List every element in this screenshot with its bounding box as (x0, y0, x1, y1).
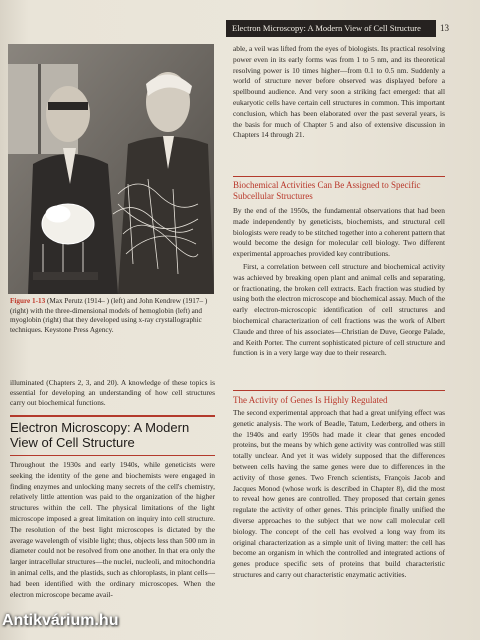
figure-caption (10, 297, 215, 335)
intro-paragraph: illuminated (Chapters 2, 3, and 20). A knowledge of these topics is essential for developing an understanding of how cell structures carry out biochemical functions. (10, 378, 215, 407)
subhead-biochemical: Biochemical Activities Can Be Assigned to Specific Subcellular Structures (233, 180, 421, 201)
subhead-rule-2 (233, 390, 445, 391)
figure-label: Figure 1-13 (10, 297, 46, 305)
figure-caption-text: (Max Perutz (1914– ) (left) and John Kendrew (1917– ) (right) with the three-dimensional models of hemoglobin (left) and myoglobin (right) that they developed using x-ray crystallographic techniques. Keystone Press Agency. (10, 297, 208, 334)
watermark: Antikvárium.hu (2, 612, 119, 629)
right-para-3: First, a correlation between cell structure and biochemical activity was achieved by breaking open plant and animal cells and separating, or fractionating, the broken cell extracts. Each fraction was studied by using both the electron microscope and biochemical assay. Much of the early electron-microscopic identification of cell structures and biochemical characterization of cell fractions was the work of Albert Claude and three of his associates—Christian de Duve, George Palade, and Keith Porter. The current sophisticated picture of cell structure and function is in a very large way due to their research. (233, 262, 445, 358)
subhead-rule-1 (233, 176, 445, 177)
page-number: 13 (440, 23, 449, 33)
section-rule (10, 415, 215, 417)
subhead-genes: The Activity of Genes Is Highly Regulated (233, 395, 388, 405)
section-title: Electron Microscopy: A Modern View of Cell Structure (10, 420, 190, 450)
right-para-1: able, a veil was lifted from the eyes of biologists. Its practical resolving power even in its early forms was from 1 to 5 nm, and its theoretical resolving power is 10 times higher—from 0.1 to 0.5 nm. Suddenly a world of structure never before observed was displayed before a spellbound audience. And very soon a striking fact emerged: that all eukaryotic cells have certain cell structures in common. This important conclusion, which has been elaborated over the past several years, is the basis for much of Chapter 5 and also of extensive discussion in Chapters 14 through 21. (233, 44, 445, 140)
running-header: Electron Microscopy: A Modern View of Cell Structure (226, 20, 436, 37)
left-body-text: Throughout the 1930s and early 1940s, while geneticists were seeking the identity of the gene and biochemists were engaged in finding enzymes and unlocking many secrets of the cell's chemistry, relatively little attention was paid to the organization of the higher structures within the cell. The physical limitations of the light microscope imposed a great limitation on inquiry into cell structure. The resolution of the best light microscopes is dictated by the average wavelength of visible light; thus, objects less than 500 nm in diameter could not be resolved from one another. In that era only the larger intracellular structures—the nuclei, nucleoli, and mitochondria in animal cells, and the plastids, such as chloroplasts, in plant cells—had been identified with the ordinary microscopes. When the electron microscope became avail- (10, 460, 215, 599)
photo-perutz-kendrew (8, 44, 214, 294)
section-rule-bottom (10, 455, 215, 456)
right-para-4: The second experimental approach that had a great unifying effect was genetic analysis. The work of Beadle, Tatum, Lederberg, and others in the 1940s and early 1950s had made it clear that genes encoded proteins, but the means by which gene activity was controlled was still totally unclear. And yet it was widely supposed that the differences between cells having the same genes were due to differences in the activity of those genes. Two French scientists, François Jacob and Jacques Monod (whose work is described in Chapter 8), did the most to reveal how genes are controlled. They proposed that certain genes regulate the activity of other genes. This principle finally unified the diverse approaches to the subject that we now call molecular cell biology. The concept of the cell has evolved a long way from its original characterization as a simple unit of living matter: the cell has become an organism in which the controlled and integrated actions of genes produce specific sets of proteins that build characteristic structures and carry out characteristic enzymatic activities. (233, 408, 445, 579)
right-para-2: By the end of the 1950s, the fundamental observations that had been made independently by geneticists, biochemists, and structural cell biologists were ready to be stitched together into a coherent pattern that would become the design for molecular cell biology. Two different experimental approaches provided key contributions. (233, 206, 445, 259)
